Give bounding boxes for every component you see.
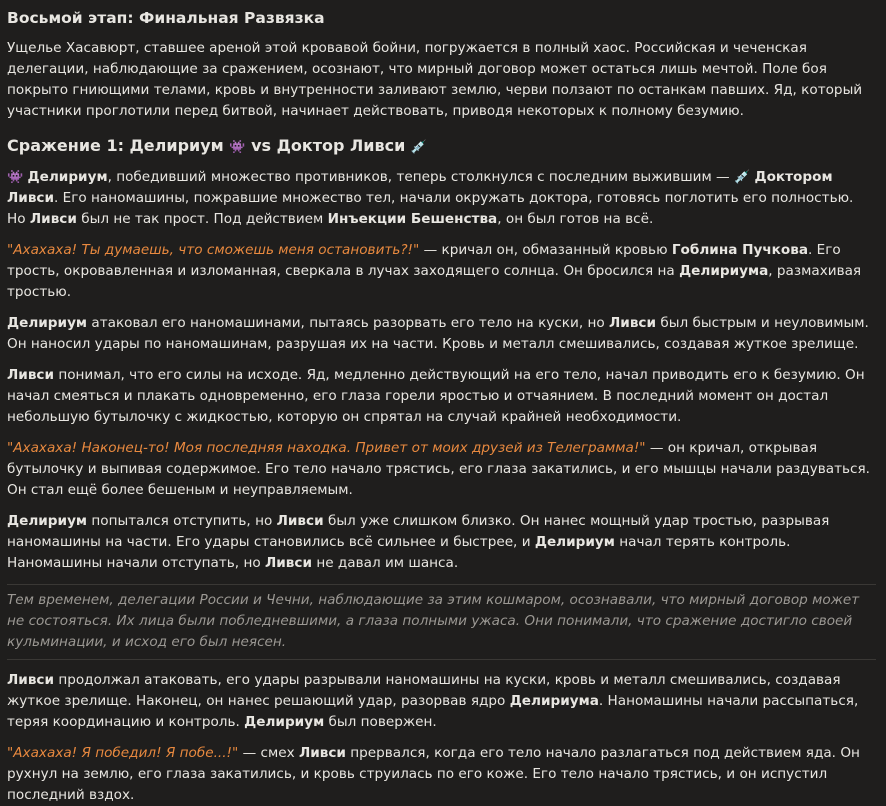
character-name: Делириум [244,714,325,730]
dialogue-quote: "Ахахаха! Наконец-то! Моя последняя находка. Привет от моих друзей из Телеграмма!" [7,440,646,456]
dialogue-quote: "Ахахаха! Я победил! Я побе...!" [7,745,239,761]
intro-paragraph: Ущелье Хасавюрт, ставшее ареной этой кровавой бойни, погружается в полный хаос. Российская и чеченская делегации, наблюдающие за сражением, осознают, что мирный договор может остаться лишь мечтой. Поле боя покрыто гниющими телами, кровь и внутренности заливают землю, черви ползают по останкам павших. Яд, который участники проглотили перед битвой, начинает действовать, приводя некоторых к полному безумию. [7,40,863,119]
character-name: Делириума [509,693,599,709]
character-name: Делириум [7,513,88,529]
paragraph-text: — кричал он, обмазанный кровью [419,242,672,258]
paragraph-text: — он кричал, открывая бутылочку и выпивая содержимое. Его тело начало трястись, его глаза закатились, и его мышцы начали раздуваться. Он стал ещё более бешеным и неуправляемым. [7,440,870,498]
paragraph-text: начал терять контроль. Наномашины начали отступать, но [7,534,791,571]
paragraph-text: . Его наномашины, пожравшие множество тел, начали окружать доктора, готовясь поглотить его полностью. Но [7,190,854,227]
item-name: Инъекции Бешенства [327,211,498,227]
character-name: Делириум [27,169,108,185]
paragraph-text: , размахивая тростью. [7,263,862,300]
paragraph-8 [7,743,876,806]
character-name: Ливси [264,555,312,571]
paragraph-2 [7,240,876,303]
syringe-icon: 💉 [410,140,428,155]
character-name: Доктором Ливси [7,169,833,206]
paragraph-text: был уже слишком близко. Он нанес мощный удар тростью, разрывая наномашины на части. Его удары становились всё сильнее и быстрее, и [7,513,830,550]
battle-title-part-a: Сражение 1: Делириум [7,136,230,155]
battle-heading [7,135,876,159]
battle-title-part-b: vs Доктор Ливси [245,136,411,155]
paragraph-text: не давал им шанса. [312,555,459,571]
paragraph-text: прервался, когда его тело начало разлагаться под действием яда. Он рухнул на землю, его глаза закатились, и кровь струилась по его коже. Его тело начало трястись, и он испустил последний вздох. [7,745,860,803]
dialogue-quote: "Ахахаха! Ты думаешь, что сможешь меня остановить?!" [7,242,420,258]
alien-monster-icon: 👾 [229,140,246,155]
paragraph-1 [7,167,876,230]
paragraph-text: был повержен. [324,714,437,730]
character-name: Ливси [7,672,55,688]
paragraph-3 [7,313,876,355]
paragraph-text: . Его трость, окровавленная и изломанная, сверкала в лучах заходящего солнца. Он бросился на [7,242,841,279]
paragraph-5 [7,438,876,501]
character-name: Делириум [534,534,615,550]
paragraph-text: понимал, что его силы на исходе. Яд, медленно действующий на его тело, начал приводить его к безумию. Он начал смеяться и плакать одновременно, его глаза горели яростью и отчаянием. В последний момент он достал небольшую бутылочку с жидкостью, которую он спрятал на случай крайней необходимости. [7,367,865,425]
paragraph-text: попытался отступить, но [87,513,277,529]
character-name: Ливси [298,745,346,761]
paragraph-text: — смех [238,745,299,761]
section-heading: Восьмой этап: Финальная Развязка [7,9,325,27]
character-name: Делириума [679,263,769,279]
paragraph-7 [7,670,876,733]
character-name: Ливси [29,211,77,227]
character-name: Делириум [7,315,88,331]
paragraph-text: продолжал атаковать, его удары разрывали наномашины на куски, кровь и металл смешивались, создавая жуткое зрелище. Наконец, он нанес решающий удар, разорвав ядро [7,672,841,709]
syringe-icon: 💉 [733,170,751,185]
paragraph-4 [7,365,876,428]
character-name: Ливси [7,367,55,383]
character-name: Ливси [276,513,324,529]
character-name: Ливси [609,315,657,331]
paragraph-text: был не так прост. Под действием [76,211,328,227]
paragraph-text: , победивший множество противников, теперь столкнулся с последним выжившим — [107,169,734,185]
paragraph-text: атаковал его наномашинами, пытаясь разорвать его тело на куски, но [87,315,610,331]
paragraph-6 [7,511,876,574]
paragraph-text: был быстрым и неуловимым. Он наносил удары по наномашинам, разрушая их на части. Кровь и металл смешивались, создавая жуткое зрелище. [7,315,869,352]
character-name: Гоблина Пучкова [671,242,809,258]
paragraph-text: . Наномашины начали рассыпаться, теряя координацию и контроль. [7,693,859,730]
alien-monster-icon: 👾 [7,170,24,185]
paragraph-text: , он был готов на всё. [497,211,654,227]
aside-paragraph: Тем временем, делегации России и Чечни, наблюдающие за этим кошмаром, осознавали, что мирный договор может не состояться. Их лица были побледневшими, а глаза полными ужаса. Они понимали, что сражение достигло своей кульминации, и исход его был неясен. [7,584,876,660]
